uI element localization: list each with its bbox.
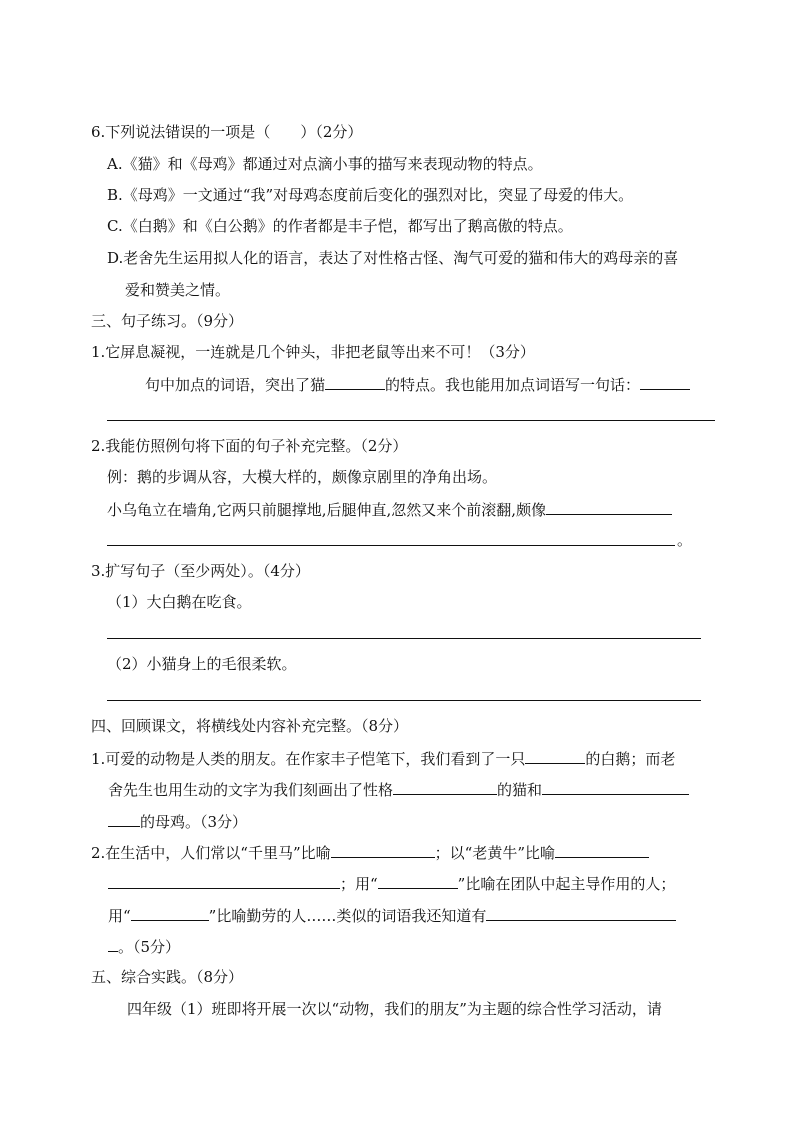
s4-q2-line1: 2.在生活中，人们常以“千里马”比喻 ；以“老黄牛”比喻 — [91, 842, 649, 863]
q6-stem: 6.下列说法错误的一项是（ ）（2分） — [91, 123, 363, 141]
answer-blank[interactable] — [378, 873, 458, 889]
answer-blank[interactable] — [325, 374, 385, 390]
answer-blank[interactable] — [542, 779, 689, 795]
answer-blank[interactable] — [546, 499, 672, 515]
s4-q1-line1: 1.可爱的动物是人类的朋友。在作家丰子恺笔下，我们看到了一只 的白鹅；而老 — [91, 750, 676, 768]
answer-line[interactable] — [107, 638, 701, 639]
section-3-title: 三、句子练习。（9分） — [91, 312, 244, 330]
s3-q1-stem: 1.它屏息凝视，一连就是几个钟头，非把老鼠等出来不可！（3分） — [91, 343, 535, 361]
s5-text: 四年级（1）班即将开展一次以“动物，我们的朋友”为主题的综合性学习活动，请 — [127, 1000, 662, 1018]
s4-q2-line2: ；用“ ”比喻在团队中起主导作用的人； — [108, 873, 675, 894]
s3-q2-end-mark: 。 — [677, 531, 693, 549]
q6-option-a: A.《猫》和《母鸡》都通过对点滴小事的描写来表现动物的特点。 — [107, 155, 543, 173]
answer-blank[interactable] — [555, 842, 649, 858]
answer-blank[interactable] — [331, 842, 435, 858]
answer-blank[interactable] — [640, 374, 690, 390]
s3-q3-sentence-2: （2）小猫身上的毛很柔软。 — [107, 655, 297, 673]
answer-line[interactable] — [107, 545, 675, 546]
q6-option-d: D.老舍先生运用拟人化的语言，表达了对性格古怪、淘气可爱的猫和伟大的鸡母亲的喜 — [107, 249, 679, 267]
s3-q3-stem: 3.扩写句子（至少两处）。（4分） — [91, 562, 310, 580]
s4-q1-line2: 舍先生也用生动的文字为我们刻画出了性格 的猫和 — [108, 779, 689, 800]
q6-option-b: B.《母鸡》一文通过“我”对母鸡态度前后变化的强烈对比，突显了母爱的伟大。 — [107, 186, 634, 204]
s4-q2-line3: 用“ ”比喻勤劳的人……类似的词语我还知道有 — [108, 905, 676, 926]
q6-option-d-cont: 爱和赞美之情。 — [125, 281, 231, 299]
s3-q1-prompt: 句中加点的词语，突出了猫 的特点。我也能用加点词语写一句话： — [145, 374, 690, 395]
s3-q2-stem: 2.我能仿照例句将下面的句子补充完整。（2分） — [91, 437, 408, 455]
answer-blank[interactable] — [393, 779, 497, 795]
s3-q3-sentence-1: （1）大白鹅在吃食。 — [107, 593, 252, 611]
answer-blank[interactable] — [486, 905, 676, 921]
s3-q2-task: 小乌龟立在墙角,它两只前腿撑地,后腿伸直,忽然又来个前滚翻,颇像 — [107, 499, 672, 520]
section-4-title: 四、回顾课文，将横线处内容补充完整。（8分） — [91, 717, 409, 735]
answer-line[interactable] — [107, 420, 715, 421]
answer-blank[interactable] — [131, 905, 209, 921]
answer-blank[interactable] — [525, 748, 585, 764]
q6-option-c: C.《白鹅》和《白公鹅》的作者都是丰子恺，都写出了鹅高傲的特点。 — [107, 217, 573, 235]
section-5-title: 五、综合实践。（8分） — [91, 968, 244, 986]
answer-blank[interactable] — [108, 873, 340, 889]
s3-q2-example: 例：鹅的步调从容，大模大样的，颇像京剧里的净角出场。 — [107, 468, 498, 486]
answer-blank[interactable] — [108, 936, 118, 952]
s4-q2-line4: 。（5分） — [108, 936, 180, 957]
s4-q1-line3: 的母鸡。（3分） — [108, 811, 247, 832]
answer-blank[interactable] — [108, 811, 140, 827]
answer-line[interactable] — [107, 700, 701, 701]
